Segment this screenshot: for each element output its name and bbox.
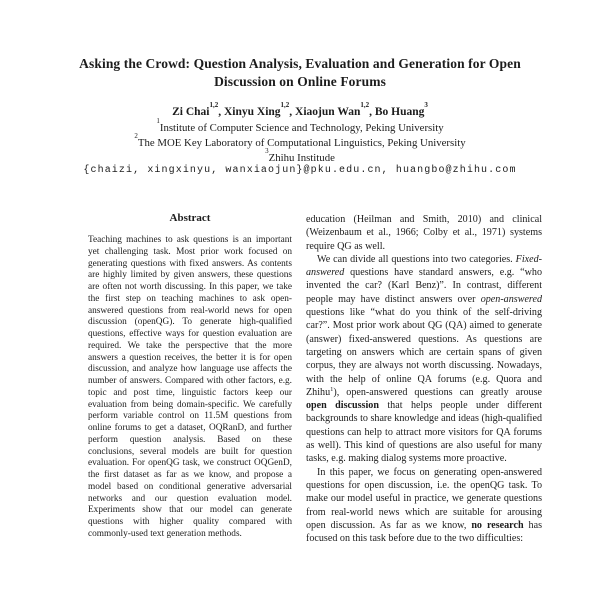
author-superscript: 1,2 [360, 100, 370, 109]
footnote-marker: 1 [330, 386, 334, 394]
author [223, 100, 296, 118]
text-segment: We can divide all questions into two categories. [317, 253, 516, 265]
author-superscript: 1,2 [280, 100, 290, 109]
affiliation-text: The MOE Key Laboratory of Computational Linguistics, Peking University [137, 136, 466, 149]
italic-term: Fixed-answered [306, 253, 542, 279]
author [295, 100, 375, 118]
paper-title: Asking the Crowd: Question Analysis, Evaluation and Generation for Open Discussion on Online Forums [79, 56, 521, 89]
author-name: Xiaojun Wan [295, 106, 361, 118]
author-line [0, 100, 600, 119]
abstract-text: Teaching machines to ask questions is an important yet challenging task. Most prior work focused on generating questions with fixed answers. As contents are highly limited by given answers, these questions are often not worth discussing. In this paper, we take the first step on teaching machines to ask open-answered questions from real-world news for open discussion (openQG). To generate high-qualified questions, effective ways for question evaluation are required. We take the perspective that the more answers a question receives, the better it is for open discussion, and analyze how language use affects the number of answers. Compared with other factors, e.g. topic and post time, linguistic factors keep our evaluation from being domain-specific. We carefully perform variable control on 11.5M questions from online forums to get a dataset, OQRanD, and further perform question analysis. Based on these conclusions, several models are built for question evaluation. For openQG task, we construct OQGenD, the first dataset as far as we know, and propose a model based on conditional generative adversarial networks and our question evaluation model. Experiments show that our model can generate questions with higher quality compared with commonly-used text generation methods. [88, 235, 292, 539]
affiliation-superscript: 1 [156, 116, 160, 125]
author-separator: , [369, 106, 375, 118]
affiliations [0, 116, 600, 165]
left-column [88, 212, 292, 541]
text-segment: that helps people under different backgrounds to share knowledge and ideas (high-qualified questions can help to attract more visitors for QA forums as well). This kind of questions are also useful for many tasks, e.g. making dialog systems more proactive. [306, 400, 543, 465]
affiliation-line [0, 131, 600, 151]
affiliation-text: Zhihu Institude [268, 151, 335, 164]
affiliation-superscript: 3 [265, 146, 269, 155]
right-column [306, 213, 542, 545]
intro-paragraph [306, 253, 542, 466]
email-line: {chaizi, xingxinyu, wanxiaojun}@pku.edu.cn, huangbo@zhihu.com [83, 165, 517, 176]
italic-term: open-answered [480, 293, 542, 305]
affiliation-text: Institute of Computer Science and Technology, Peking University [159, 122, 444, 134]
abstract-heading: Abstract [169, 212, 211, 224]
author [172, 100, 224, 118]
affiliation-line [0, 146, 600, 166]
text-segment: In this paper, we focus on generating open-answered questions for open discussion, i.e. the openQG task. To make our model useful in practice, we generate questions from real-world news which are suitable for arousing open discussion. As far as we know, [306, 466, 542, 531]
author-name: Zi Chai [172, 106, 210, 118]
text-segment: questions like “what do you think of the self-driving car?”. Most prior work about QG (QA) aimed to generate (answer) fixed-answered questions. As questions are targeting on answers which are certain spans of given corpus, they are always not worth discussing. Nowadays, with the help of online QA forums (e.g. Quora and Zhihu [306, 307, 542, 398]
intro-paragraph-continuation: education (Heilman and Smith, 2010) and clinical (Weizenbaum et al., 1966; Colby et al., 1971) systems require QG as well. [306, 214, 542, 252]
author-superscript: 3 [424, 100, 428, 109]
affiliation-superscript: 2 [134, 131, 138, 140]
text-segment: questions have standard answers, e.g. “who invented the car? (Karl Benz)”. In contrast, different people may have distinct answers over [306, 267, 542, 305]
bold-term: open discussion [306, 400, 379, 412]
intro-paragraph [306, 466, 542, 546]
author-separator: , [218, 106, 224, 118]
author-separator: , [289, 106, 296, 118]
affiliation-line [0, 116, 600, 136]
author [374, 100, 428, 118]
author-superscript: 1,2 [209, 100, 219, 109]
author-name: Bo Huang [374, 106, 425, 118]
bold-term: no research [471, 519, 524, 531]
text-segment: ), open-answered questions can greatly arouse [333, 386, 542, 398]
author-name: Xinyu Xing [223, 106, 281, 118]
text-segment: has focused on this task before due to the two difficulties: [306, 519, 542, 545]
